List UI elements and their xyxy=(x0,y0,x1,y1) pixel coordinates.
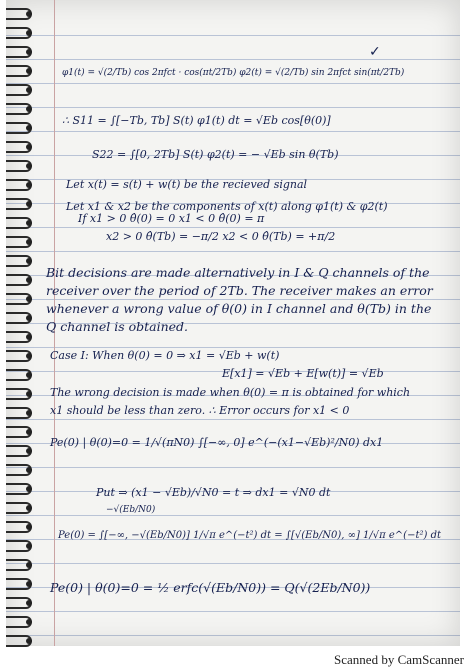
binding-hole xyxy=(26,315,32,321)
binding-hole xyxy=(26,581,32,587)
binding-hole xyxy=(26,182,32,188)
binding-hole xyxy=(26,106,32,112)
substitution-line: Put ⇒ (x1 − √Eb)/√N0 = t ⇒ dx1 = √N0 dt xyxy=(96,486,331,499)
pe-final-equation: Pe(0) | θ(0)=0 = ½ erfc(√(Eb/N0)) = Q(√(2Eb/N0)) xyxy=(50,580,371,595)
phi-definitions: φ1(t) = √(2/Tb) cos 2πfct · cos(πt/2Tb) φ2(t) = √(2/Tb) sin 2πfct sin(πt/2Tb) xyxy=(62,68,405,78)
binding-hole xyxy=(26,524,32,530)
binding-hole xyxy=(26,372,32,378)
binding-hole xyxy=(26,562,32,568)
s22-equation: S22 = ∫[0, 2Tb] S(t) φ2(t) = − √Eb sin θ(Tb) xyxy=(92,148,339,161)
binding-hole xyxy=(26,448,32,454)
expectation-line: E[x1] = √Eb + E[w(t)] = √Eb xyxy=(222,367,384,380)
binding-hole xyxy=(26,467,32,473)
checkmark-icon: ✓ xyxy=(369,44,381,60)
pe-t-equation: Pe(0) = ∫[−∞, −√(Eb/N0)] 1/√π e^(−t²) dt = ∫[√(Eb/N0), ∞] 1/√π e^(−t²) dt xyxy=(58,530,441,541)
binding-hole xyxy=(26,30,32,36)
binding-hole xyxy=(26,11,32,17)
binding-hole xyxy=(26,239,32,245)
binding-hole xyxy=(26,220,32,226)
binding-hole xyxy=(26,391,32,397)
bit-decision-line-4: Q channel is obtained. xyxy=(46,319,189,334)
binding-hole xyxy=(26,49,32,55)
binding-hole xyxy=(26,87,32,93)
binding-hole xyxy=(26,277,32,283)
notebook-page xyxy=(6,0,460,646)
binding-hole xyxy=(26,353,32,359)
binding-hole xyxy=(26,410,32,416)
binding-hole xyxy=(26,505,32,511)
binding-hole xyxy=(26,68,32,74)
binding-hole xyxy=(26,144,32,150)
binding-hole xyxy=(26,600,32,606)
bit-decision-line-3: whenever a wrong value of θ(0) in I channel and θ(Tb) in the xyxy=(46,301,432,316)
wrong-decision-line-1: The wrong decision is made when θ(0) = π is obtained for which xyxy=(50,386,411,399)
bit-decision-line-2: receiver over the period of 2Tb. The receiver makes an error xyxy=(46,283,433,298)
s11-equation: ∴ S11 = ∫[−Tb, Tb] S(t) φ1(t) dt = √Eb cos[θ(0)] xyxy=(62,114,331,127)
binding-hole xyxy=(26,201,32,207)
case-one-line: Case I: When θ(0) = 0 ⇒ x1 = √Eb + w(t) xyxy=(50,349,280,362)
binding-hole xyxy=(26,486,32,492)
camscanner-watermark: Scanned by CamScanner xyxy=(334,652,464,667)
lower-limit-label: −√(Eb/N0) xyxy=(106,505,156,515)
if-row-2: x2 > 0 θ̂(Tb) = −π/2 x2 < 0 θ̂(Tb) = +π/2 xyxy=(106,230,336,243)
binding-hole xyxy=(26,296,32,302)
binding-hole xyxy=(26,163,32,169)
binding-hole xyxy=(26,258,32,264)
binding-hole xyxy=(26,543,32,549)
binding-hole xyxy=(26,125,32,131)
binding-hole xyxy=(26,619,32,625)
binding-hole xyxy=(26,334,32,340)
pe-integral-equation: Pe(0) | θ(0)=0 = 1/√(πN0) ∫[−∞, 0] e^(−(x1−√Eb)²/N0) dx1 xyxy=(50,436,384,449)
spiral-binding xyxy=(6,0,36,646)
if-row-1: If x1 > 0 θ̂(0) = 0 x1 < 0 θ̂(0) = π xyxy=(78,212,265,225)
let-x-line: Let x(t) = s(t) + w(t) be the recieved signal xyxy=(66,178,308,191)
let-components-line: Let x1 & x2 be the components of x(t) along φ1(t) & φ2(t) xyxy=(66,200,388,213)
binding-hole xyxy=(26,638,32,644)
bit-decision-line-1: Bit decisions are made alternatively in I & Q channels of the xyxy=(46,265,430,280)
wrong-decision-line-2: x1 should be less than zero. ∴ Error occurs for x1 < 0 xyxy=(50,404,350,417)
binding-hole xyxy=(26,429,32,435)
